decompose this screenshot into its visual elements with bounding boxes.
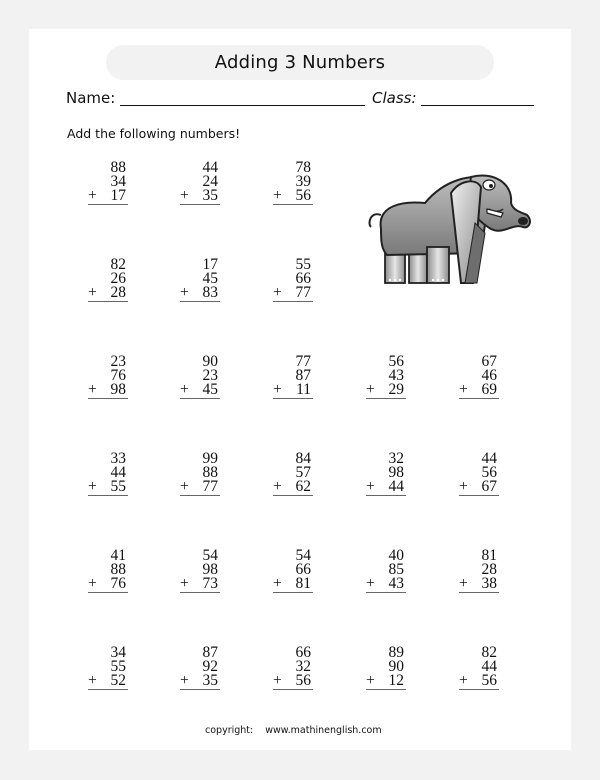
addend-3-row [180, 189, 220, 205]
plus-sign: + [273, 284, 282, 301]
plus-sign: + [180, 381, 189, 398]
addend-3-row [88, 577, 128, 593]
plus-sign: + [273, 575, 282, 592]
addition-problem [180, 549, 220, 595]
addend-1: 40 [388, 547, 404, 564]
addend-3-row [180, 577, 220, 593]
addend-2: 24 [202, 173, 218, 190]
addend-1: 84 [295, 450, 311, 467]
addend-1: 32 [388, 450, 404, 467]
addend-2: 88 [110, 561, 126, 578]
addend-3: 73 [202, 575, 218, 592]
addend-3: 12 [388, 672, 404, 689]
addend-1: 23 [110, 353, 126, 370]
addition-problem [180, 258, 220, 304]
addend-3: 56 [295, 672, 311, 689]
addend-3-row [88, 383, 128, 399]
addend-2: 44 [110, 464, 126, 481]
addend-3: 44 [388, 478, 404, 495]
addition-problem [180, 646, 220, 692]
addend-2: 88 [202, 464, 218, 481]
addend-3-row [273, 286, 313, 302]
plus-sign: + [273, 672, 282, 689]
addend-2: 90 [388, 658, 404, 675]
addend-3: 35 [202, 672, 218, 689]
addend-2: 92 [202, 658, 218, 675]
addend-3: 77 [295, 284, 311, 301]
addition-problem [88, 646, 128, 692]
addition-problem [88, 161, 128, 207]
addition-problem [180, 161, 220, 207]
footer-url[interactable]: www.mathinenglish.com [265, 725, 382, 736]
addend-1: 90 [202, 353, 218, 370]
addend-2: 56 [481, 464, 497, 481]
plus-sign: + [366, 672, 375, 689]
addend-2: 32 [295, 658, 311, 675]
plus-sign: + [180, 284, 189, 301]
addend-3-row [273, 480, 313, 496]
addition-problem [459, 355, 499, 401]
addend-3-row [180, 286, 220, 302]
addend-2: 46 [481, 367, 497, 384]
addend-1: 88 [110, 159, 126, 176]
addend-1: 41 [110, 547, 126, 564]
addend-3-row [88, 286, 128, 302]
addend-3-row [273, 674, 313, 690]
addend-1: 82 [481, 644, 497, 661]
plus-sign: + [459, 381, 468, 398]
copyright-label: copyright: [205, 725, 254, 736]
addend-3-row [459, 577, 499, 593]
plus-sign: + [273, 478, 282, 495]
addend-3-row [180, 480, 220, 496]
addend-2: 45 [202, 270, 218, 287]
addend-3: 35 [202, 187, 218, 204]
plus-sign: + [366, 575, 375, 592]
addend-2: 87 [295, 367, 311, 384]
addend-3-row [273, 189, 313, 205]
addend-3-row [459, 674, 499, 690]
addend-1: 67 [481, 353, 497, 370]
addend-1: 99 [202, 450, 218, 467]
addition-problem [180, 452, 220, 498]
addend-3: 17 [110, 187, 126, 204]
addend-1: 55 [295, 256, 311, 273]
addend-3: 56 [295, 187, 311, 204]
addend-2: 34 [110, 173, 126, 190]
plus-sign: + [88, 575, 97, 592]
plus-sign: + [88, 381, 97, 398]
elephant-icon [363, 163, 533, 289]
addend-3-row [88, 674, 128, 690]
worksheet-title: Adding 3 Numbers [214, 52, 386, 73]
addition-problem [366, 452, 406, 498]
addend-3: 98 [110, 381, 126, 398]
addition-problem [459, 452, 499, 498]
addition-problem [88, 549, 128, 595]
addend-1: 66 [295, 644, 311, 661]
plus-sign: + [88, 284, 97, 301]
addend-3: 77 [202, 478, 218, 495]
addition-problem [459, 646, 499, 692]
addition-problem [88, 258, 128, 304]
addend-1: 89 [388, 644, 404, 661]
addend-3: 43 [388, 575, 404, 592]
addend-3-row [88, 480, 128, 496]
addition-problem [180, 355, 220, 401]
addend-3: 69 [481, 381, 497, 398]
addend-1: 54 [295, 547, 311, 564]
plus-sign: + [180, 575, 189, 592]
addend-2: 26 [110, 270, 126, 287]
addition-problem [366, 355, 406, 401]
addend-3-row [366, 383, 406, 399]
plus-sign: + [459, 478, 468, 495]
name-field-line[interactable] [120, 105, 365, 106]
plus-sign: + [459, 575, 468, 592]
addend-2: 28 [481, 561, 497, 578]
addend-3: 62 [295, 478, 311, 495]
addend-1: 82 [110, 256, 126, 273]
addend-3: 56 [481, 672, 497, 689]
plus-sign: + [88, 187, 97, 204]
addend-3: 11 [296, 381, 311, 398]
addition-problem [88, 452, 128, 498]
name-class-row [66, 87, 536, 111]
addend-2: 44 [481, 658, 497, 675]
addition-problem [273, 258, 313, 304]
addition-problem [366, 549, 406, 595]
footer [205, 725, 382, 736]
addend-2: 66 [295, 561, 311, 578]
addend-3-row [180, 383, 220, 399]
plus-sign: + [273, 187, 282, 204]
addend-1: 44 [202, 159, 218, 176]
addend-1: 17 [202, 256, 218, 273]
addend-3: 76 [110, 575, 126, 592]
addend-3: 29 [388, 381, 404, 398]
worksheet-page [29, 29, 571, 750]
addend-3: 38 [481, 575, 497, 592]
title-banner [106, 45, 494, 80]
addition-problem [366, 646, 406, 692]
plus-sign: + [88, 672, 97, 689]
addition-problem [273, 355, 313, 401]
addend-3-row [459, 383, 499, 399]
addition-problem [273, 646, 313, 692]
addend-1: 44 [481, 450, 497, 467]
addend-3-row [366, 674, 406, 690]
name-label: Name: [66, 89, 116, 107]
addend-3: 81 [295, 575, 311, 592]
addend-3-row [459, 480, 499, 496]
addend-2: 43 [388, 367, 404, 384]
addend-1: 33 [110, 450, 126, 467]
addend-3: 45 [202, 381, 218, 398]
plus-sign: + [180, 672, 189, 689]
addend-2: 23 [202, 367, 218, 384]
addition-problem [273, 161, 313, 207]
addition-problem [273, 452, 313, 498]
plus-sign: + [459, 672, 468, 689]
addend-3-row [273, 383, 313, 399]
addend-1: 78 [295, 159, 311, 176]
addend-2: 85 [388, 561, 404, 578]
addition-problem [459, 549, 499, 595]
addend-3: 55 [110, 478, 126, 495]
addend-1: 87 [202, 644, 218, 661]
addend-2: 57 [295, 464, 311, 481]
addend-2: 66 [295, 270, 311, 287]
class-label: Class: [372, 89, 417, 107]
addition-problem [273, 549, 313, 595]
addend-3: 52 [110, 672, 126, 689]
addend-3-row [366, 480, 406, 496]
addend-1: 34 [110, 644, 126, 661]
plus-sign: + [273, 381, 282, 398]
plus-sign: + [366, 478, 375, 495]
addend-3-row [273, 577, 313, 593]
addition-problem [88, 355, 128, 401]
addend-3: 67 [481, 478, 497, 495]
plus-sign: + [180, 187, 189, 204]
plus-sign: + [366, 381, 375, 398]
addend-2: 98 [388, 464, 404, 481]
addend-3: 28 [110, 284, 126, 301]
addend-1: 54 [202, 547, 218, 564]
addend-3: 83 [202, 284, 218, 301]
addend-1: 56 [388, 353, 404, 370]
addend-2: 39 [295, 173, 311, 190]
class-field-line[interactable] [421, 105, 534, 106]
addend-2: 55 [110, 658, 126, 675]
addend-3-row [180, 674, 220, 690]
addend-3-row [366, 577, 406, 593]
addend-3-row [88, 189, 128, 205]
plus-sign: + [88, 478, 97, 495]
addend-1: 77 [295, 353, 311, 370]
addend-1: 81 [481, 547, 497, 564]
plus-sign: + [180, 478, 189, 495]
addend-2: 98 [202, 561, 218, 578]
addend-2: 76 [110, 367, 126, 384]
instructions: Add the following numbers! [67, 126, 241, 141]
